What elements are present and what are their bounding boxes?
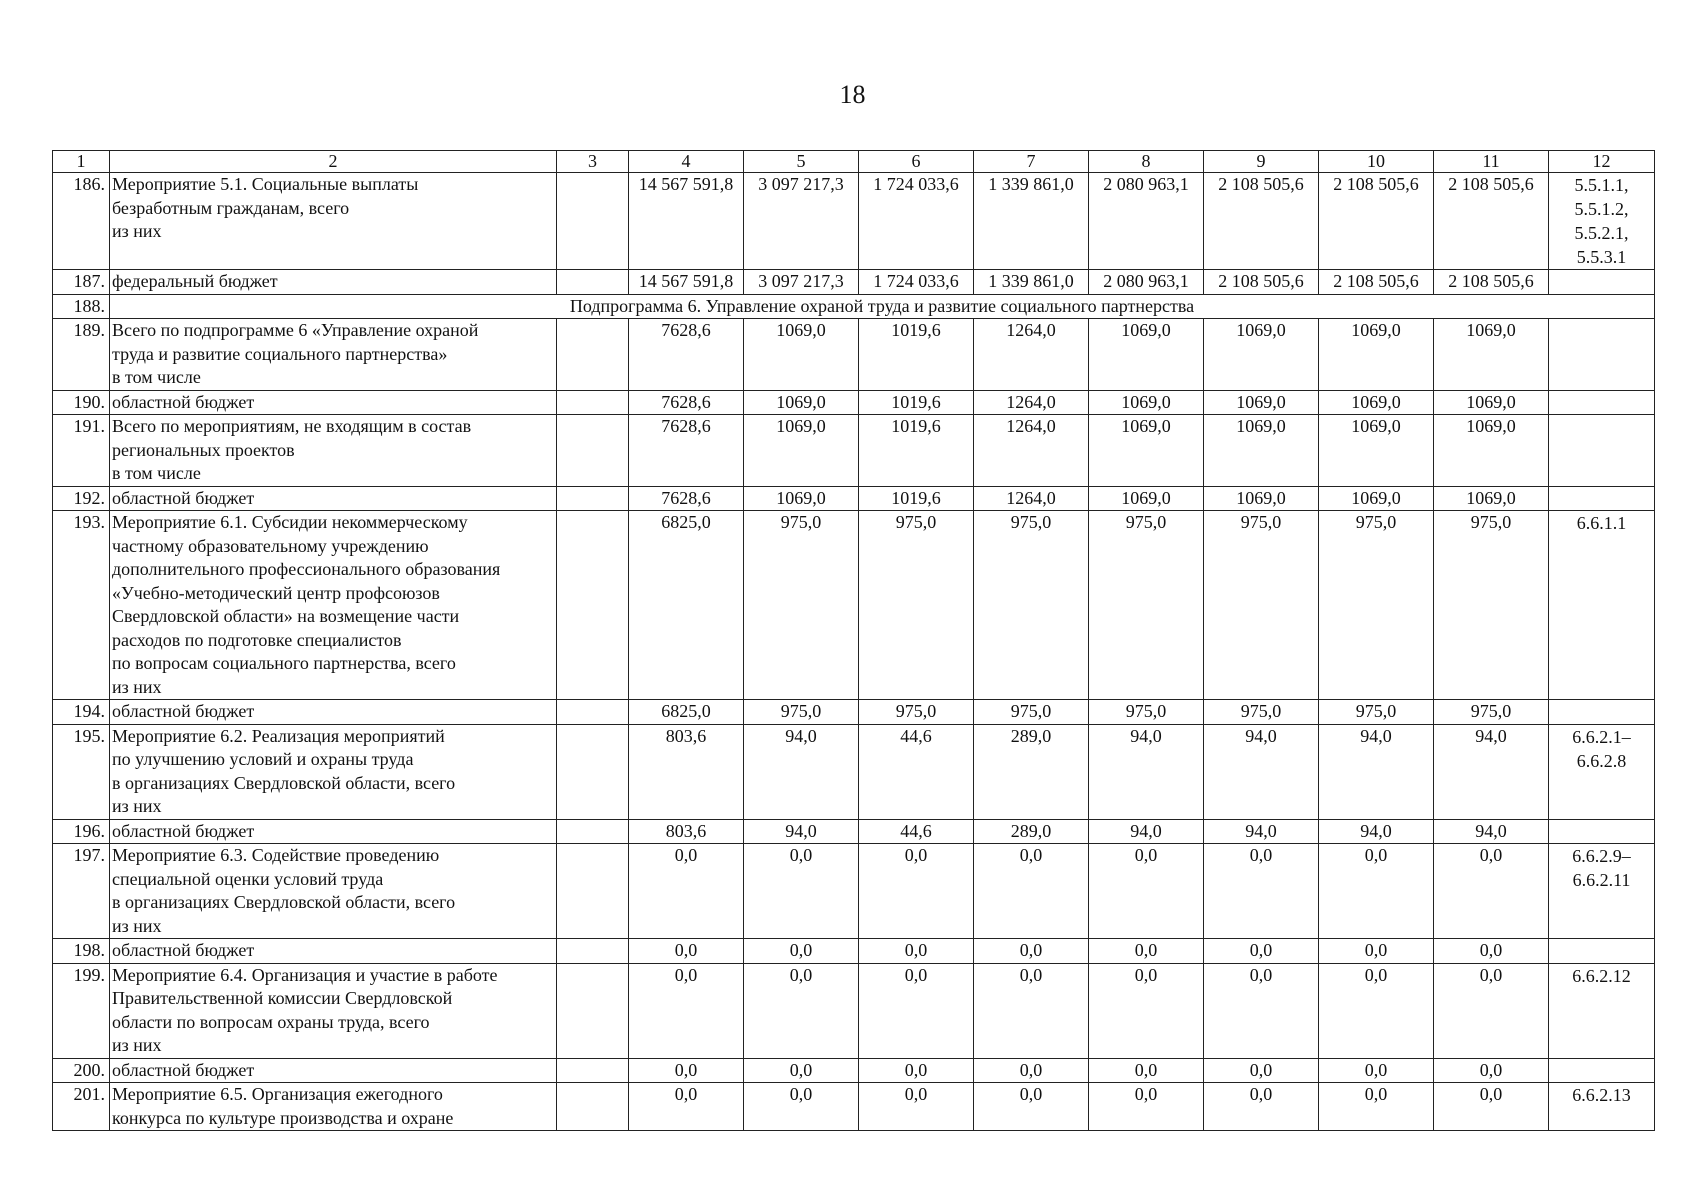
- value-cell: 94,0: [1434, 819, 1549, 844]
- column-3-cell: [557, 700, 629, 725]
- column-3-cell: [557, 319, 629, 391]
- table-row: [53, 511, 1655, 700]
- target-code: 5.5.1.2,: [1574, 199, 1629, 219]
- value-cell: 94,0: [1089, 724, 1204, 819]
- description-line: областной бюджет: [112, 1059, 255, 1080]
- value-cell: 0,0: [1204, 1058, 1319, 1083]
- value-cell: 975,0: [1434, 700, 1549, 725]
- target-code-cell: [1549, 1083, 1655, 1131]
- target-code-cell: [1549, 319, 1655, 391]
- value-cell: 803,6: [629, 819, 744, 844]
- value-cell: 0,0: [1319, 939, 1434, 964]
- value-cell: 0,0: [1089, 1058, 1204, 1083]
- row-number: 195.: [53, 724, 110, 819]
- value-cell: 975,0: [1204, 700, 1319, 725]
- target-code: 6.6.2.13: [1572, 1085, 1631, 1105]
- value-cell: 2 108 505,6: [1319, 270, 1434, 295]
- value-cell: 289,0: [974, 819, 1089, 844]
- value-cell: 1069,0: [1089, 415, 1204, 487]
- value-cell: 0,0: [859, 1058, 974, 1083]
- target-code-cell: [1549, 270, 1655, 295]
- target-code: 5.5.1.1,: [1574, 175, 1629, 195]
- description-line: дополнительного профессионального образования: [112, 559, 501, 579]
- target-code-cell: [1549, 486, 1655, 511]
- table-row: [53, 819, 1655, 844]
- row-description: [110, 270, 557, 295]
- description-line: области по вопросам охраны труда, всего: [112, 1011, 430, 1032]
- row-description: [110, 1058, 557, 1083]
- column-3-cell: [557, 415, 629, 487]
- value-cell: 1069,0: [1434, 486, 1549, 511]
- value-cell: 14 567 591,8: [629, 173, 744, 270]
- description-line: Мероприятие 6.4. Организация и участие в работе: [112, 964, 498, 985]
- target-code-cell: [1549, 415, 1655, 487]
- value-cell: 1069,0: [1204, 319, 1319, 391]
- column-header: 9: [1204, 151, 1319, 173]
- description-line: в организациях Свердловской области, всего: [112, 772, 456, 793]
- value-cell: 0,0: [974, 963, 1089, 1058]
- description-line: Всего по подпрограмме 6 «Управление охраной: [112, 320, 479, 340]
- value-cell: 94,0: [1204, 819, 1319, 844]
- value-cell: 1069,0: [1434, 415, 1549, 487]
- value-cell: 975,0: [1089, 700, 1204, 725]
- table-row: [53, 486, 1655, 511]
- row-number: 192.: [53, 486, 110, 511]
- column-header: 10: [1319, 151, 1434, 173]
- description-line: Мероприятие 6.3. Содействие проведению: [112, 845, 440, 865]
- value-cell: 6825,0: [629, 700, 744, 725]
- row-number: 200.: [53, 1058, 110, 1083]
- value-cell: 0,0: [1319, 844, 1434, 939]
- value-cell: 0,0: [1319, 1058, 1434, 1083]
- value-cell: 0,0: [1434, 939, 1549, 964]
- target-code: 6.6.2.1–: [1572, 726, 1631, 747]
- target-code-cell: [1549, 724, 1655, 819]
- value-cell: 1264,0: [974, 390, 1089, 415]
- value-cell: 0,0: [1434, 844, 1549, 939]
- row-description: [110, 486, 557, 511]
- value-cell: 0,0: [974, 1058, 1089, 1083]
- value-cell: 0,0: [629, 1058, 744, 1083]
- description-line: Свердловской области» на возмещение части: [112, 606, 460, 626]
- table-row: [53, 724, 1655, 819]
- value-cell: 0,0: [1204, 963, 1319, 1058]
- row-number: 199.: [53, 963, 110, 1058]
- value-cell: 975,0: [744, 511, 859, 700]
- value-cell: 1069,0: [1204, 486, 1319, 511]
- value-cell: 1 339 861,0: [974, 270, 1089, 295]
- column-3-cell: [557, 844, 629, 939]
- table-row: [53, 173, 1655, 270]
- table-row: [53, 939, 1655, 964]
- value-cell: 44,6: [859, 819, 974, 844]
- value-cell: 1069,0: [744, 486, 859, 511]
- row-number: 189.: [53, 319, 110, 391]
- description-line: по вопросам социального партнерства, всего: [112, 653, 456, 673]
- description-line: Мероприятие 5.1. Социальные выплаты: [112, 174, 419, 194]
- value-cell: 1069,0: [1434, 319, 1549, 391]
- column-header: 6: [859, 151, 974, 173]
- target-code-cell: [1549, 844, 1655, 939]
- value-cell: 94,0: [1319, 819, 1434, 844]
- value-cell: 94,0: [744, 819, 859, 844]
- table-row: [53, 844, 1655, 939]
- value-cell: 975,0: [1204, 511, 1319, 700]
- column-header: 5: [744, 151, 859, 173]
- value-cell: 1 339 861,0: [974, 173, 1089, 270]
- row-number: 198.: [53, 939, 110, 964]
- description-line: областной бюджет: [112, 487, 255, 508]
- value-cell: 7628,6: [629, 415, 744, 487]
- value-cell: 0,0: [1204, 844, 1319, 939]
- column-header: 3: [557, 151, 629, 173]
- description-line: областной бюджет: [112, 940, 255, 960]
- row-description: [110, 319, 557, 391]
- description-line: Мероприятие 6.1. Субсидии некоммерческому: [112, 512, 468, 532]
- value-cell: 1069,0: [1204, 415, 1319, 487]
- value-cell: 975,0: [859, 700, 974, 725]
- program-table: [52, 150, 1655, 1131]
- value-cell: 2 108 505,6: [1434, 173, 1549, 270]
- description-line: федеральный бюджет: [112, 271, 278, 291]
- column-header: 11: [1434, 151, 1549, 173]
- row-number: 188.: [53, 294, 110, 319]
- value-cell: 975,0: [1319, 511, 1434, 700]
- table-row: [53, 390, 1655, 415]
- description-line: областной бюджет: [112, 701, 255, 721]
- row-number: 197.: [53, 844, 110, 939]
- value-cell: 289,0: [974, 724, 1089, 819]
- value-cell: 94,0: [744, 724, 859, 819]
- value-cell: 2 108 505,6: [1204, 270, 1319, 295]
- value-cell: 0,0: [859, 939, 974, 964]
- description-line: Всего по мероприятиям, не входящим в состав: [112, 416, 472, 436]
- value-cell: 0,0: [974, 1083, 1089, 1131]
- description-line: областной бюджет: [112, 820, 255, 841]
- value-cell: 975,0: [1319, 700, 1434, 725]
- row-number: 201.: [53, 1083, 110, 1131]
- column-3-cell: [557, 390, 629, 415]
- table-row: [53, 963, 1655, 1058]
- column-3-cell: [557, 270, 629, 295]
- value-cell: 1 724 033,6: [859, 270, 974, 295]
- value-cell: 0,0: [744, 963, 859, 1058]
- column-header: 1: [53, 151, 110, 173]
- value-cell: 0,0: [859, 1083, 974, 1131]
- row-number: 191.: [53, 415, 110, 487]
- value-cell: 0,0: [1434, 1083, 1549, 1131]
- value-cell: 0,0: [744, 844, 859, 939]
- value-cell: 2 108 505,6: [1319, 173, 1434, 270]
- description-line: из них: [112, 1035, 162, 1055]
- column-3-cell: [557, 819, 629, 844]
- row-number: 193.: [53, 511, 110, 700]
- value-cell: 1069,0: [1089, 319, 1204, 391]
- value-cell: 0,0: [629, 1083, 744, 1131]
- value-cell: 94,0: [1089, 819, 1204, 844]
- value-cell: 0,0: [629, 844, 744, 939]
- value-cell: 1069,0: [744, 319, 859, 391]
- target-code: 5.5.2.1,: [1574, 223, 1629, 243]
- value-cell: 0,0: [744, 939, 859, 964]
- value-cell: 1069,0: [1319, 390, 1434, 415]
- description-line: безработным гражданам, всего: [112, 197, 350, 218]
- value-cell: 7628,6: [629, 319, 744, 391]
- target-code: 6.6.2.11: [1572, 870, 1631, 890]
- value-cell: 1019,6: [859, 390, 974, 415]
- column-3-cell: [557, 486, 629, 511]
- value-cell: 0,0: [974, 844, 1089, 939]
- section-title: Подпрограмма 6. Управление охраной труда и развитие социального партнерства: [110, 294, 1655, 319]
- column-header: 12: [1549, 151, 1655, 173]
- target-code-cell: [1549, 173, 1655, 270]
- row-description: [110, 939, 557, 964]
- description-line: в том числе: [112, 463, 201, 483]
- description-line: специальной оценки условий труда: [112, 868, 384, 889]
- row-description: [110, 415, 557, 487]
- value-cell: 0,0: [629, 963, 744, 1058]
- column-3-cell: [557, 939, 629, 964]
- row-number: 186.: [53, 173, 110, 270]
- value-cell: 1069,0: [1319, 415, 1434, 487]
- value-cell: 1069,0: [1089, 486, 1204, 511]
- value-cell: 975,0: [1089, 511, 1204, 700]
- row-description: [110, 700, 557, 725]
- target-code-cell: [1549, 963, 1655, 1058]
- value-cell: 0,0: [974, 939, 1089, 964]
- value-cell: 0,0: [629, 939, 744, 964]
- row-number: 187.: [53, 270, 110, 295]
- value-cell: 1069,0: [1089, 390, 1204, 415]
- value-cell: 94,0: [1434, 724, 1549, 819]
- row-description: [110, 511, 557, 700]
- value-cell: 2 108 505,6: [1204, 173, 1319, 270]
- row-number: 190.: [53, 390, 110, 415]
- value-cell: 0,0: [1434, 1058, 1549, 1083]
- value-cell: 1069,0: [1434, 390, 1549, 415]
- value-cell: 94,0: [1319, 724, 1434, 819]
- target-code: 6.6.2.9–: [1572, 846, 1631, 866]
- value-cell: 2 108 505,6: [1434, 270, 1549, 295]
- value-cell: 1069,0: [1204, 390, 1319, 415]
- value-cell: 1019,6: [859, 486, 974, 511]
- description-line: из них: [112, 915, 162, 936]
- value-cell: 1019,6: [859, 319, 974, 391]
- column-3-cell: [557, 173, 629, 270]
- target-code: 6.6.1.1: [1576, 513, 1627, 533]
- value-cell: 1069,0: [1319, 319, 1434, 391]
- section-row: [53, 294, 1655, 319]
- value-cell: 7628,6: [629, 390, 744, 415]
- value-cell: 2 080 963,1: [1089, 173, 1204, 270]
- value-cell: 3 097 217,3: [744, 270, 859, 295]
- value-cell: 975,0: [974, 700, 1089, 725]
- description-line: в том числе: [112, 367, 201, 387]
- value-cell: 0,0: [859, 963, 974, 1058]
- value-cell: 0,0: [1089, 939, 1204, 964]
- row-description: [110, 963, 557, 1058]
- value-cell: 975,0: [859, 511, 974, 700]
- column-3-cell: [557, 1083, 629, 1131]
- column-header: 4: [629, 151, 744, 173]
- target-code-cell: [1549, 511, 1655, 700]
- value-cell: 0,0: [1089, 1083, 1204, 1131]
- description-line: Мероприятие 6.2. Реализация мероприятий: [112, 725, 445, 746]
- value-cell: 803,6: [629, 724, 744, 819]
- column-3-cell: [557, 511, 629, 700]
- table-row: [53, 270, 1655, 295]
- row-description: [110, 819, 557, 844]
- column-header: 8: [1089, 151, 1204, 173]
- value-cell: 1069,0: [744, 390, 859, 415]
- value-cell: 1019,6: [859, 415, 974, 487]
- value-cell: 44,6: [859, 724, 974, 819]
- value-cell: 0,0: [1204, 939, 1319, 964]
- row-description: [110, 724, 557, 819]
- description-line: труда и развитие социального партнерства»: [112, 343, 448, 364]
- row-number: 196.: [53, 819, 110, 844]
- column-number-row: [53, 151, 1655, 173]
- column-3-cell: [557, 963, 629, 1058]
- table-row: [53, 415, 1655, 487]
- target-code-cell: [1549, 819, 1655, 844]
- table-row: [53, 1083, 1655, 1131]
- value-cell: 0,0: [1319, 963, 1434, 1058]
- value-cell: 1264,0: [974, 415, 1089, 487]
- target-code-cell: [1549, 1058, 1655, 1083]
- value-cell: 1 724 033,6: [859, 173, 974, 270]
- description-line: конкурса по культуре производства и охране: [112, 1107, 454, 1128]
- table-row: [53, 319, 1655, 391]
- description-line: Правительственной комиссии Свердловской: [112, 988, 453, 1008]
- description-line: в организациях Свердловской области, всего: [112, 892, 456, 912]
- table-row: [53, 1058, 1655, 1083]
- value-cell: 94,0: [1204, 724, 1319, 819]
- description-line: «Учебно-методический центр профсоюзов: [112, 582, 440, 603]
- value-cell: 0,0: [1204, 1083, 1319, 1131]
- description-line: из них: [112, 796, 162, 816]
- column-header: 2: [110, 151, 557, 173]
- target-code-cell: [1549, 700, 1655, 725]
- value-cell: 0,0: [744, 1058, 859, 1083]
- description-line: областной бюджет: [112, 391, 255, 412]
- description-line: региональных проектов: [112, 439, 295, 460]
- value-cell: 2 080 963,1: [1089, 270, 1204, 295]
- description-line: расходов по подготовке специалистов: [112, 629, 402, 650]
- value-cell: 1264,0: [974, 486, 1089, 511]
- column-3-cell: [557, 724, 629, 819]
- description-line: частному образовательному учреждению: [112, 535, 429, 556]
- description-line: из них: [112, 221, 162, 241]
- value-cell: 0,0: [859, 844, 974, 939]
- row-description: [110, 1083, 557, 1131]
- value-cell: 6825,0: [629, 511, 744, 700]
- value-cell: 7628,6: [629, 486, 744, 511]
- column-3-cell: [557, 1058, 629, 1083]
- column-header: 7: [974, 151, 1089, 173]
- value-cell: 1069,0: [1319, 486, 1434, 511]
- row-number: 194.: [53, 700, 110, 725]
- value-cell: 0,0: [1434, 963, 1549, 1058]
- row-description: [110, 390, 557, 415]
- value-cell: 0,0: [1319, 1083, 1434, 1131]
- row-description: [110, 173, 557, 270]
- target-code: 5.5.3.1: [1576, 247, 1627, 267]
- description-line: из них: [112, 676, 162, 697]
- row-description: [110, 844, 557, 939]
- value-cell: 14 567 591,8: [629, 270, 744, 295]
- target-code: 6.6.2.12: [1572, 965, 1631, 986]
- value-cell: 975,0: [974, 511, 1089, 700]
- value-cell: 0,0: [1089, 844, 1204, 939]
- value-cell: 1264,0: [974, 319, 1089, 391]
- value-cell: 0,0: [744, 1083, 859, 1131]
- page-number: 18: [839, 80, 866, 109]
- table-row: [53, 700, 1655, 725]
- target-code: 6.6.2.8: [1576, 750, 1627, 771]
- target-code-cell: [1549, 939, 1655, 964]
- description-line: по улучшению условий и охраны труда: [112, 749, 414, 769]
- value-cell: 1069,0: [744, 415, 859, 487]
- value-cell: 975,0: [1434, 511, 1549, 700]
- target-code-cell: [1549, 390, 1655, 415]
- value-cell: 975,0: [744, 700, 859, 725]
- value-cell: 3 097 217,3: [744, 173, 859, 270]
- value-cell: 0,0: [1089, 963, 1204, 1058]
- description-line: Мероприятие 6.5. Организация ежегодного: [112, 1084, 443, 1104]
